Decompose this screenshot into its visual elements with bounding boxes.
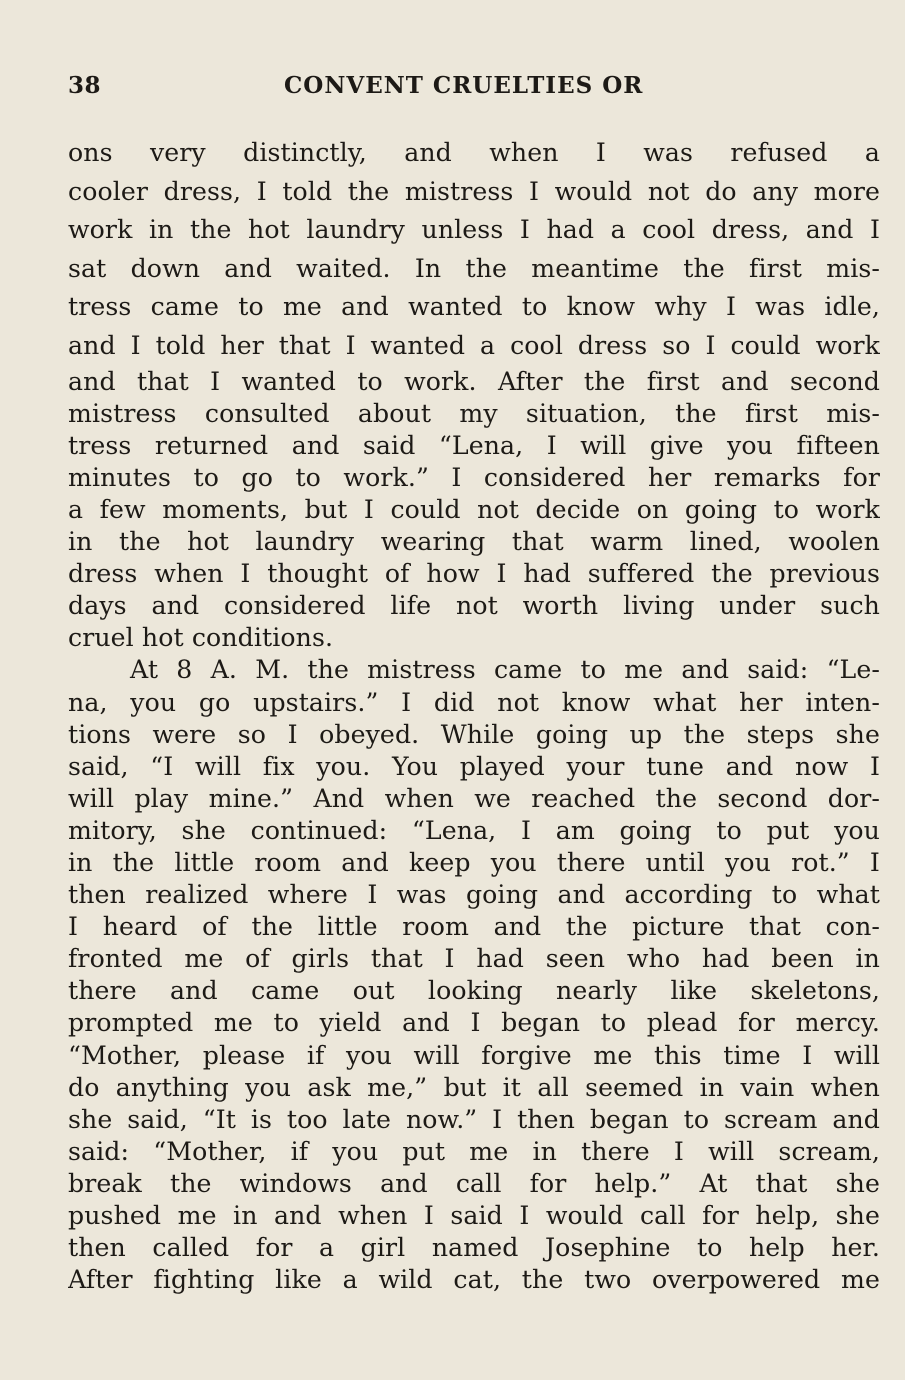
text-line: in the little room and keep you there until you rot.” I: [68, 847, 880, 877]
text-line: prompted me to yield and I began to plead for mercy.: [68, 1008, 880, 1038]
text-line: sat down and waited. In the meantime the first mis-: [68, 253, 880, 283]
text-line: and I told her that I wanted a cool dress so I could work: [68, 330, 880, 360]
text-line: tress returned and said “Lena, I will give you fifteen: [68, 430, 880, 460]
text-line: then called for a girl named Josephine to help her.: [68, 1233, 880, 1263]
body-text: [68, 134, 880, 1296]
text-line: I heard of the little room and the picture that con-: [68, 912, 880, 942]
text-line: do anything you ask me,” but it all seemed in vain when: [68, 1072, 880, 1102]
text-line: mitory, she continued: “Lena, I am going to put you: [68, 815, 880, 845]
text-line: said, “I will fix you. You played your tune and now I: [68, 751, 880, 781]
text-line: tions were so I obeyed. While going up the steps she: [68, 719, 880, 749]
text-line: said: “Mother, if you put me in there I will scream,: [68, 1136, 880, 1166]
text-line: “Mother, please if you will forgive me this time I will: [68, 1040, 880, 1070]
page-header: [68, 72, 875, 106]
text-line: and that I wanted to work. After the first and second: [68, 366, 880, 396]
text-line: break the windows and call for help.” At that she: [68, 1168, 880, 1198]
running-title: CONVENT CRUELTIES OR: [284, 72, 644, 99]
text-line: minutes to go to work.” I considered her remarks for: [68, 462, 880, 492]
text-line: na, you go upstairs.” I did not know what her inten-: [68, 687, 880, 717]
text-line: fronted me of girls that I had seen who had been in: [68, 944, 880, 974]
text-line: At 8 A. M. the mistress came to me and said: “Le-: [130, 655, 880, 685]
text-line: work in the hot laundry unless I had a cool dress, and I: [68, 215, 880, 245]
text-line: pushed me in and when I said I would call for help, she: [68, 1201, 880, 1230]
text-line: will play mine.” And when we reached the second dor-: [68, 783, 880, 813]
text-line: tress came to me and wanted to know why I was idle,: [68, 292, 880, 322]
text-line: After fighting like a wild cat, the two overpowered me: [68, 1265, 880, 1295]
text-line: in the hot laundry wearing that warm lined, woolen: [68, 527, 880, 557]
text-line: a few moments, but I could not decide on going to work: [68, 494, 880, 524]
text-line: days and considered life not worth living under such: [68, 591, 880, 621]
text-line: ons very distinctly, and when I was refused a: [68, 138, 880, 167]
text-line: there and came out looking nearly like skeletons,: [68, 976, 880, 1006]
text-line: cruel hot conditions.: [68, 623, 334, 653]
text-line: then realized where I was going and according to what: [68, 880, 880, 910]
text-line: dress when I thought of how I had suffered the previous: [68, 559, 880, 589]
text-line: she said, “It is too late now.” I then began to scream and: [68, 1104, 880, 1134]
text-line: mistress consulted about my situation, the first mis-: [68, 398, 880, 428]
text-line: cooler dress, I told the mistress I would not do any more: [68, 176, 880, 206]
page-number: 38: [68, 72, 102, 99]
